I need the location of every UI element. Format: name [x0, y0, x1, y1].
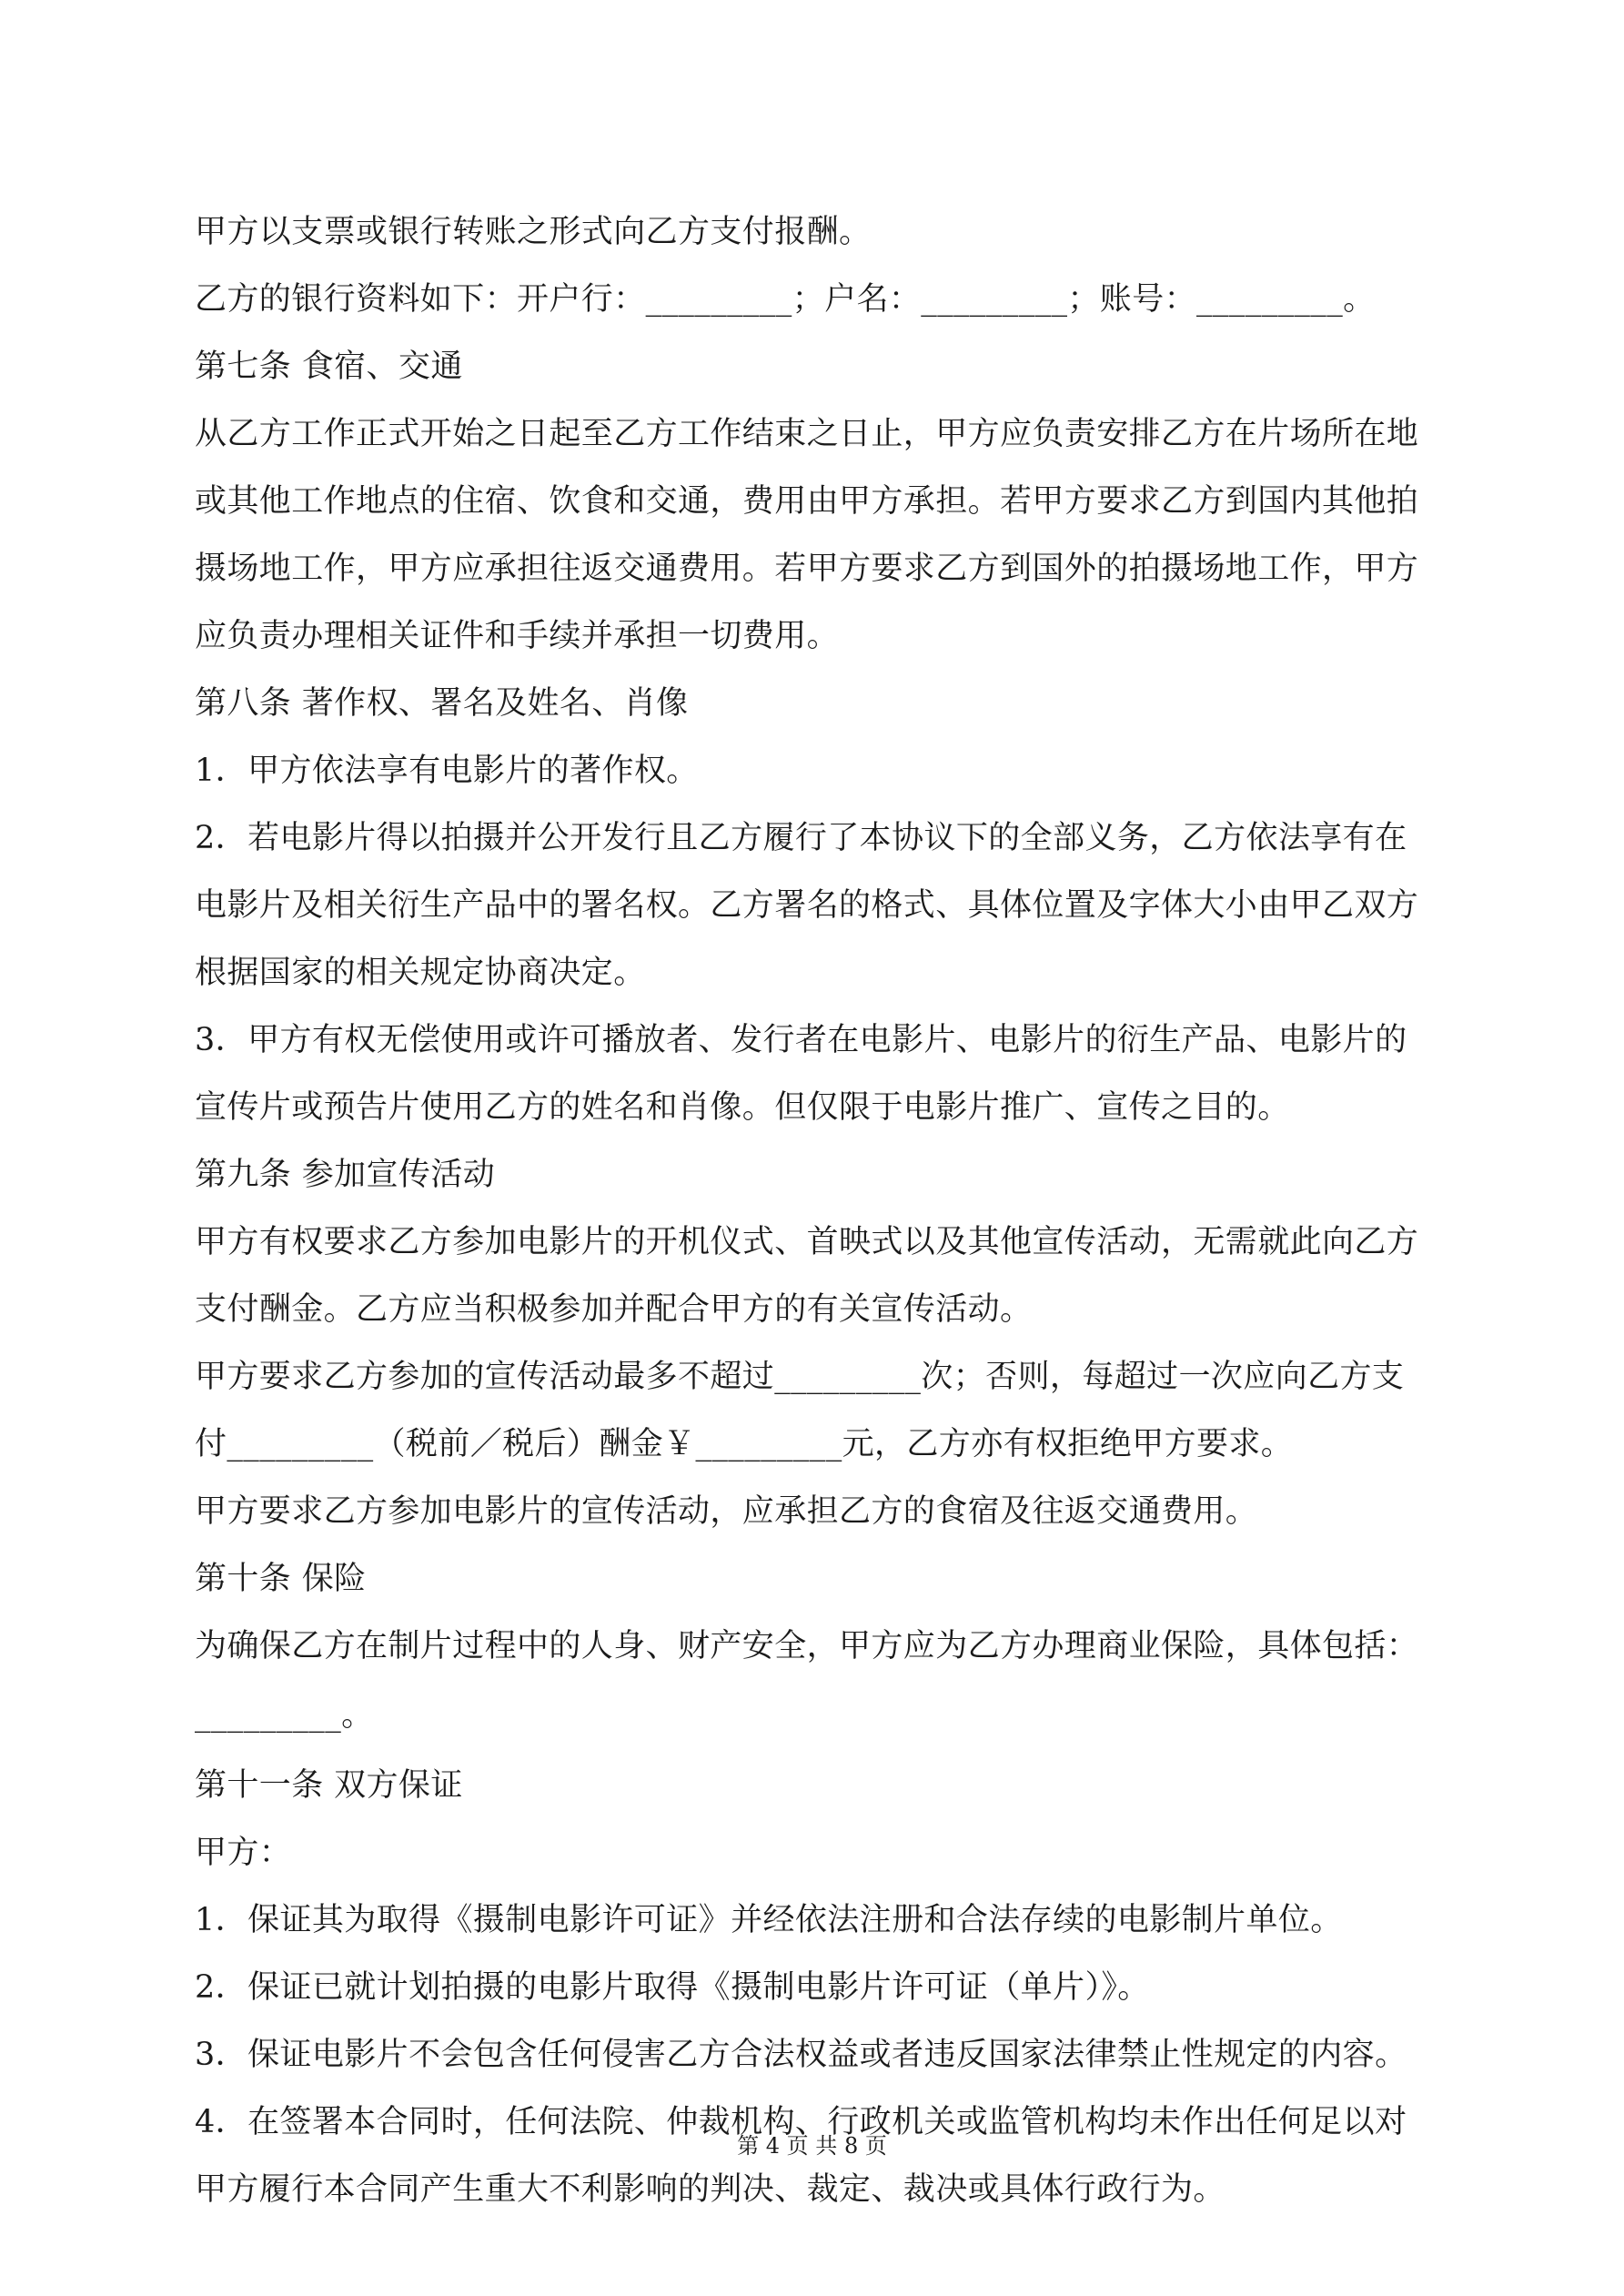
party-a-label: 甲方：	[195, 1835, 292, 1871]
clause-item: 2．保证已就计划拍摄的电影片取得《摄制电影片许可证（单片）》。	[195, 1969, 1150, 2006]
insurance-blank-line: _________。	[195, 1697, 374, 1734]
paragraph-line: 根据国家的相关规定协商决定。	[195, 955, 646, 991]
section-heading-7: 第七条 食宿、交通	[195, 349, 463, 385]
section-heading-10: 第十条 保险	[195, 1561, 367, 1597]
clause-item: 1．甲方依法享有电影片的著作权。	[195, 753, 699, 789]
clause-item: 3．甲方有权无偿使用或许可播放者、发行者在电影片、电影片的衍生产品、电影片的	[195, 1022, 1407, 1058]
paragraph-line: 摄场地工作，甲方应承担往返交通费用。若甲方要求乙方到国外的拍摄场地工作，甲方	[195, 551, 1419, 587]
bank-info-line: 乙方的银行资料如下：开户行：_________；户名：_________；账号：_________。	[195, 281, 1376, 318]
paragraph-line: 电影片及相关衍生产品中的署名权。乙方署名的格式、具体位置及字体大小由甲乙双方	[195, 887, 1419, 924]
page-number-footer: 第 4 页 共 8 页	[737, 2133, 887, 2159]
paragraph-line: 宣传片或预告片使用乙方的姓名和肖像。但仅限于电影片推广、宣传之目的。	[195, 1089, 1290, 1126]
paragraph-line: 甲方以支票或银行转账之形式向乙方支付报酬。	[195, 214, 872, 250]
paragraph-line: 甲方要求乙方参加电影片的宣传活动，应承担乙方的食宿及往返交通费用。	[195, 1493, 1258, 1530]
clause-item: 1．保证其为取得《摄制电影许可证》并经依法注册和合法存续的电影制片单位。	[195, 1902, 1343, 1938]
clause-item: 2．若电影片得以拍摄并公开发行且乙方履行了本协议下的全部义务，乙方依法享有在	[195, 820, 1407, 856]
paragraph-line: 支付酬金。乙方应当积极参加并配合甲方的有关宣传活动。	[195, 1291, 1033, 1328]
section-heading-8: 第八条 著作权、署名及姓名、肖像	[195, 685, 689, 722]
paragraph-line: 甲方有权要求乙方参加电影片的开机仪式、首映式以及其他宣传活动，无需就此向乙方	[195, 1224, 1419, 1260]
paragraph-line: 或其他工作地点的住宿、饮食和交通，费用由甲方承担。若甲方要求乙方到国内其他拍	[195, 483, 1419, 520]
paragraph-line: 应负责办理相关证件和手续并承担一切费用。	[195, 618, 840, 654]
section-heading-9: 第九条 参加宣传活动	[195, 1157, 496, 1193]
paragraph-line: 为确保乙方在制片过程中的人身、财产安全，甲方应为乙方办理商业保险，具体包括：	[195, 1628, 1419, 1664]
paragraph-line: 付_________（税前／税后）酬金￥_________元，乙方亦有权拒绝甲方要求。	[195, 1426, 1294, 1462]
paragraph-line: 从乙方工作正式开始之日起至乙方工作结束之日止，甲方应负责安排乙方在片场所在地	[195, 416, 1419, 452]
clause-item: 3．保证电影片不会包含任何侵害乙方合法权益或者违反国家法律禁止性规定的内容。	[195, 2037, 1407, 2073]
clause-item: 4．在签署本合同时，任何法院、仲裁机构、行政机关或监管机构均未作出任何足以对	[195, 2104, 1407, 2140]
paragraph-line: 甲方要求乙方参加的宣传活动最多不超过_________次；否则，每超过一次应向乙方支	[195, 1359, 1405, 1395]
paragraph-line: 甲方履行本合同产生重大不利影响的判决、裁定、裁决或具体行政行为。	[195, 2171, 1226, 2208]
document-body	[195, 198, 1441, 2223]
section-heading-11: 第十一条 双方保证	[195, 1767, 463, 1804]
